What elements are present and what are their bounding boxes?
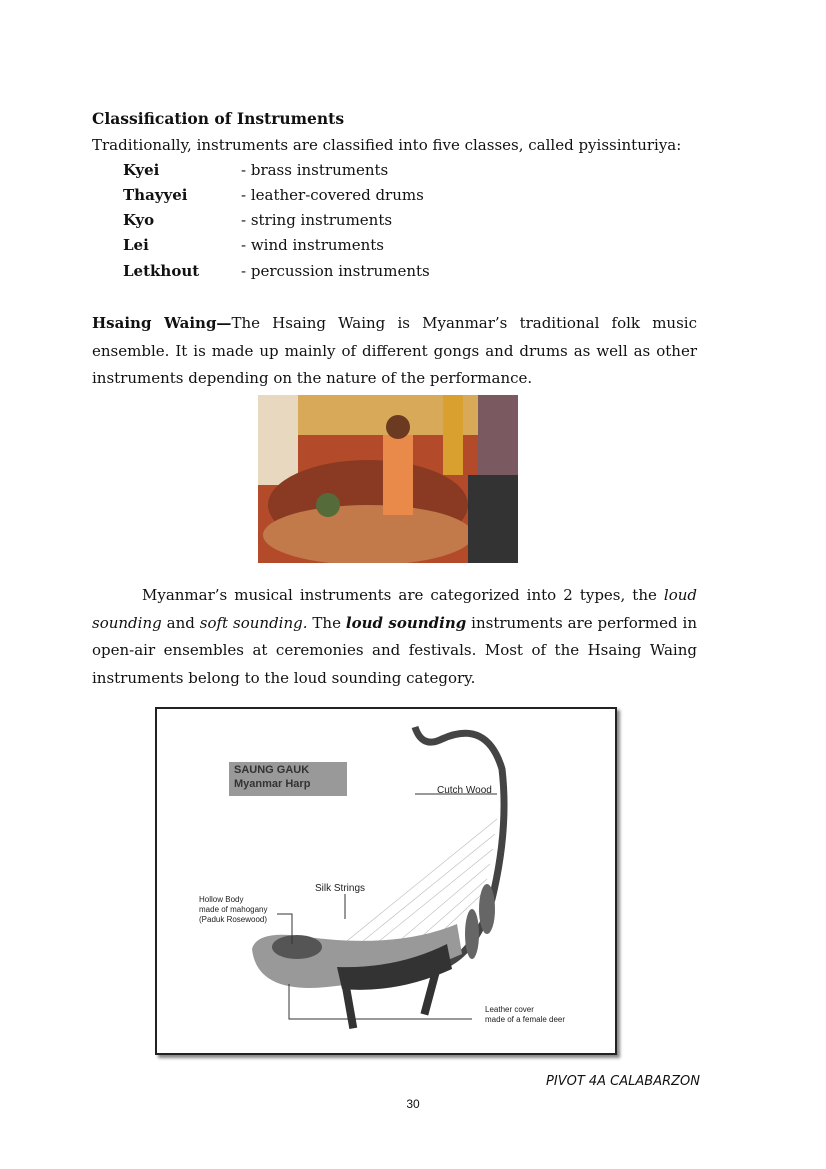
class-desc: - wind instruments <box>241 236 385 254</box>
label-leather-cover: Leather cover <box>485 1005 534 1014</box>
text: The <box>307 613 346 632</box>
class-item <box>123 262 430 280</box>
class-desc: - brass instruments <box>241 161 389 179</box>
footer-text: PIVOT 4A CALABARZON <box>546 1074 700 1089</box>
class-term: Letkhout <box>123 262 200 280</box>
label-silk-strings: Silk Strings <box>315 883 366 894</box>
diagram-subtitle: Myanmar Harp <box>234 778 311 790</box>
saung-gauk-diagram <box>155 707 617 1055</box>
class-term: Kyo <box>123 211 155 229</box>
label-cutch-wood: Cutch Wood <box>437 785 492 796</box>
loud-sounding-bold: loud sounding <box>345 613 467 632</box>
instrument-types-paragraph <box>92 582 697 692</box>
class-item <box>123 186 424 204</box>
text: Myanmar’s musical instruments are categorized into 2 types, the <box>142 586 664 604</box>
label-hollow-body: (Paduk Rosewood) <box>199 915 268 924</box>
intro-text: Traditionally, instruments are classified into five classes, called pyissinturiya: <box>92 136 682 154</box>
label-leather-cover: made of a female deer <box>485 1015 566 1024</box>
class-item <box>123 161 388 179</box>
class-item <box>123 211 392 229</box>
class-item <box>123 236 384 254</box>
text: instruments are performed in open-air ensembles at ceremonies and festivals. Most of the Hsaing Waing instruments belong to the loud sounding category. <box>92 613 697 687</box>
class-term: Lei <box>123 236 149 254</box>
section-heading: Classification of Instruments <box>92 109 345 128</box>
diagram-title: SAUNG GAUK <box>234 764 310 776</box>
text: and <box>161 613 200 632</box>
hsaing-waing-term: Hsaing Waing— <box>92 314 232 332</box>
class-desc: - percussion instruments <box>241 262 430 280</box>
hsaing-waing-text: The Hsaing Waing is Myanmar’s traditional folk music ensemble. It is made up mainly of different gongs and drums as well as other instruments depending on the nature of the performance. <box>92 314 697 387</box>
class-desc: - leather-covered drums <box>241 186 424 204</box>
class-term: Thayyei <box>123 186 188 204</box>
class-term: Kyei <box>123 161 160 179</box>
label-hollow-body: made of mahogany <box>199 905 268 914</box>
label-hollow-body: Hollow Body <box>199 895 244 904</box>
hsaing-waing-paragraph <box>92 310 697 393</box>
hsaing-waing-photo <box>258 395 518 563</box>
soft-sounding-italic: soft sounding. <box>199 613 308 632</box>
class-desc: - string instruments <box>241 211 393 229</box>
loud-sounding-italic: loud sounding <box>92 586 697 632</box>
page-number: 30 <box>406 1097 420 1111</box>
